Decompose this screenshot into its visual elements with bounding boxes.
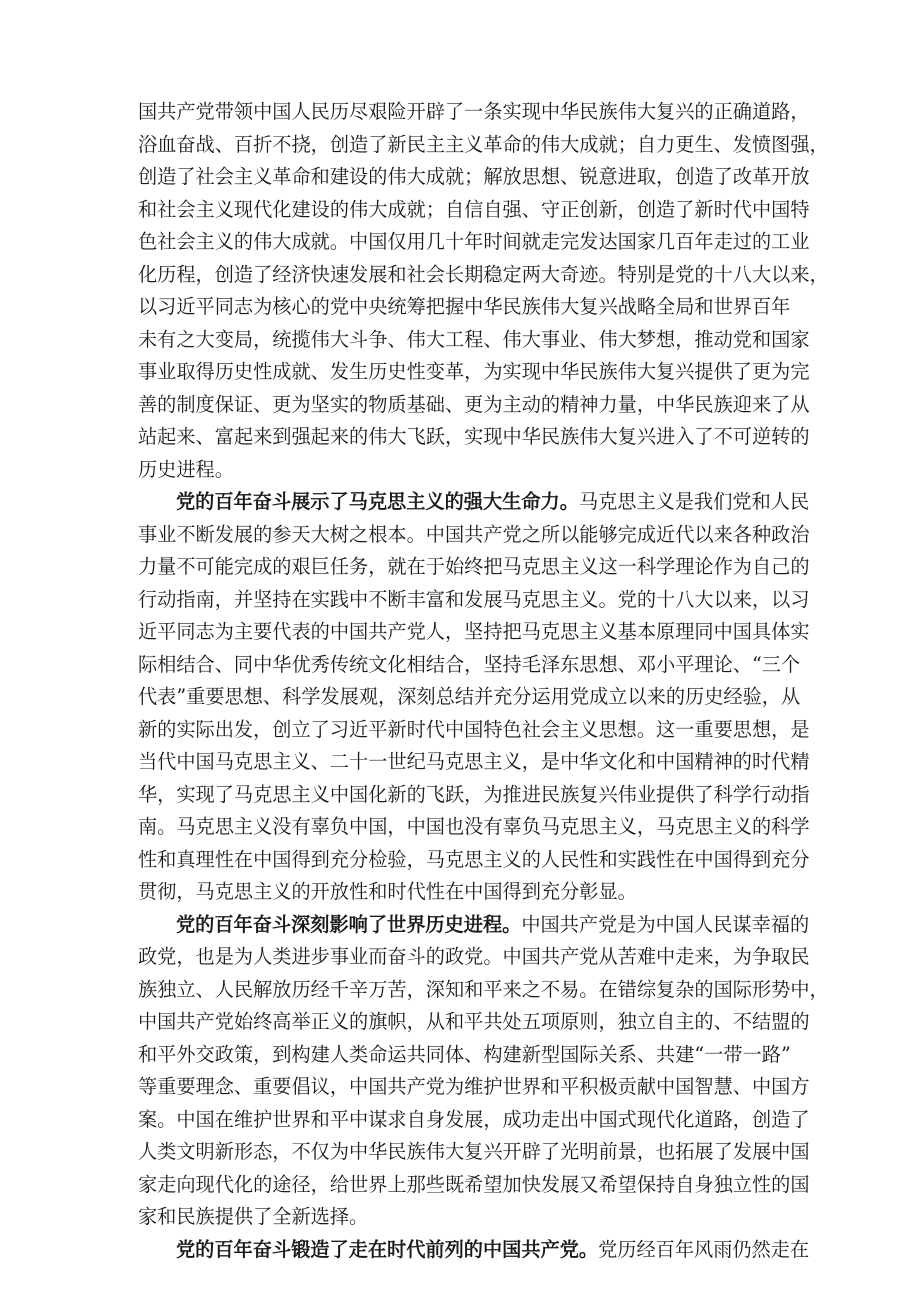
text-line: 和社会主义现代化建设的伟大成就；自信自强、守正创新，创造了新时代中国特 — [138, 197, 810, 221]
text-line: 中国共产党始终高举正义的旗帜，从和平共处五项原则，独立自主的、不结盟的 — [138, 1010, 810, 1033]
text-line: 政党，也是为人类进步事业而奋斗的政党。中国共产党从苦难中走来，为争取民 — [138, 945, 810, 968]
paragraph — [138, 486, 810, 909]
text-line: 族独立、人民解放历经千辛万苦，深知和平来之不易。在错综复杂的国际形势中， — [138, 977, 829, 1001]
paragraph — [138, 1234, 810, 1267]
text-line: 色社会主义的伟大成就。中国仅用几十年时间就走完发达国家几百年走过的工业 — [138, 230, 810, 253]
text-line: 化历程，创造了经济快速发展和社会长期稳定两大奇迹。特别是党的十八大以来， — [138, 262, 829, 286]
text-line: 事业取得历史性成就、发生历史性变革，为实现中华民族伟大复兴提供了更为完 — [138, 360, 810, 383]
text-line: 家和民族提供了全新选择。 — [138, 1205, 369, 1228]
paragraph-lead-rest: 马克思主义是我们党和人民 — [578, 490, 810, 513]
text-line: 未有之大变局，统揽伟大斗争、伟大工程、伟大事业、伟大梦想，推动党和国家 — [138, 327, 810, 351]
text-line: 人类文明新形态，不仅为中华民族伟大复兴开辟了光明前景，也拓展了发展中国 — [138, 1140, 810, 1163]
text-line: 国共产党带领中国人民历尽艰险开辟了一条实现中华民族伟大复兴的正确道路， — [138, 100, 810, 123]
paragraph-lead-heading: 党的百年奋斗深刻影响了世界历史进程。 — [176, 912, 522, 936]
text-line: 南。马克思主义没有辜负中国，中国也没有辜负马克思主义，马克思主义的科学 — [138, 815, 810, 838]
text-line: 近平同志为主要代表的中国共产党人，坚持把马克思主义基本原理同中国具体实 — [138, 620, 810, 643]
paragraph-first-line — [138, 909, 810, 942]
text-line: 华，实现了马克思主义中国化新的飞跃，为推进民族复兴伟业提供了科学行动指 — [138, 782, 810, 806]
paragraph-lead-heading: 党的百年奋斗锻造了走在时代前列的中国共产党。 — [176, 1237, 599, 1261]
text-line: 浴血奋战、百折不挠，创造了新民主主义革命的伟大成就；自力更生、发愤图强， — [138, 132, 829, 156]
text-line: 性和真理性在中国得到充分检验，马克思主义的人民性和实践性在中国得到充分 — [138, 847, 810, 871]
text-line: 历史进程。 — [138, 457, 234, 481]
text-line: 等重要理念、重要倡议，中国共产党为维护世界和平积极贡献中国智慧、中国方 — [138, 1075, 810, 1098]
text-line: 新的实际出发，创立了习近平新时代中国特色社会主义思想。这一重要思想，是 — [138, 717, 810, 741]
text-line: 案。中国在维护世界和平中谋求自身发展，成功走出中国式现代化道路，创造了 — [138, 1107, 810, 1131]
paragraph-first-line — [138, 486, 810, 519]
text-line: 站起来、富起来到强起来的伟大飞跃，实现中华民族伟大复兴进入了不可逆转的 — [138, 425, 810, 448]
paragraph-lead-rest: 党历经百年风雨仍然走在 — [598, 1237, 810, 1261]
text-line: 代表”重要思想、科学发展观，深刻总结并充分运用党成立以来的历史经验，从 — [138, 685, 801, 708]
text-line: 以习近平同志为核心的党中央统筹把握中华民族伟大复兴战略全局和世界百年 — [138, 295, 791, 318]
text-line: 力量不可能完成的艰巨任务，就在于始终把马克思主义这一科学理论作为自己的 — [138, 555, 810, 578]
text-line: 创造了社会主义革命和建设的伟大成就；解放思想、锐意进取，创造了改革开放 — [138, 165, 810, 188]
paragraph-lead-rest: 中国共产党是为中国人民谋幸福的 — [521, 912, 810, 936]
text-line: 际相结合、同中华优秀传统文化相结合，坚持毛泽东思想、邓小平理论、“三个 — [138, 652, 801, 676]
text-line: 和平外交政策，到构建人类命运共同体、构建新型国际关系、共建“一带一路” — [138, 1042, 791, 1066]
text-line: 家走向现代化的途径，给世界上那些既希望加快发展又希望保持自身独立性的国 — [138, 1172, 810, 1196]
text-line: 贯彻，马克思主义的开放性和时代性在中国得到充分彰显。 — [138, 880, 637, 903]
paragraph — [138, 909, 829, 1234]
paragraph-first-line — [138, 1234, 810, 1267]
text-line: 当代中国马克思主义、二十一世纪马克思主义，是中华文化和中国精神的时代精 — [138, 750, 810, 773]
document-body — [138, 96, 829, 1266]
paragraph — [138, 96, 829, 486]
text-line: 行动指南，并坚持在实践中不断丰富和发展马克思主义。党的十八大以来，以习 — [138, 587, 810, 611]
text-line: 事业不断发展的参天大树之根本。中国共产党之所以能够完成近代以来各种政治 — [138, 522, 810, 546]
text-line: 善的制度保证、更为坚实的物质基础、更为主动的精神力量，中华民族迎来了从 — [138, 392, 810, 416]
paragraph-lead-heading: 党的百年奋斗展示了马克思主义的强大生命力。 — [176, 490, 579, 513]
